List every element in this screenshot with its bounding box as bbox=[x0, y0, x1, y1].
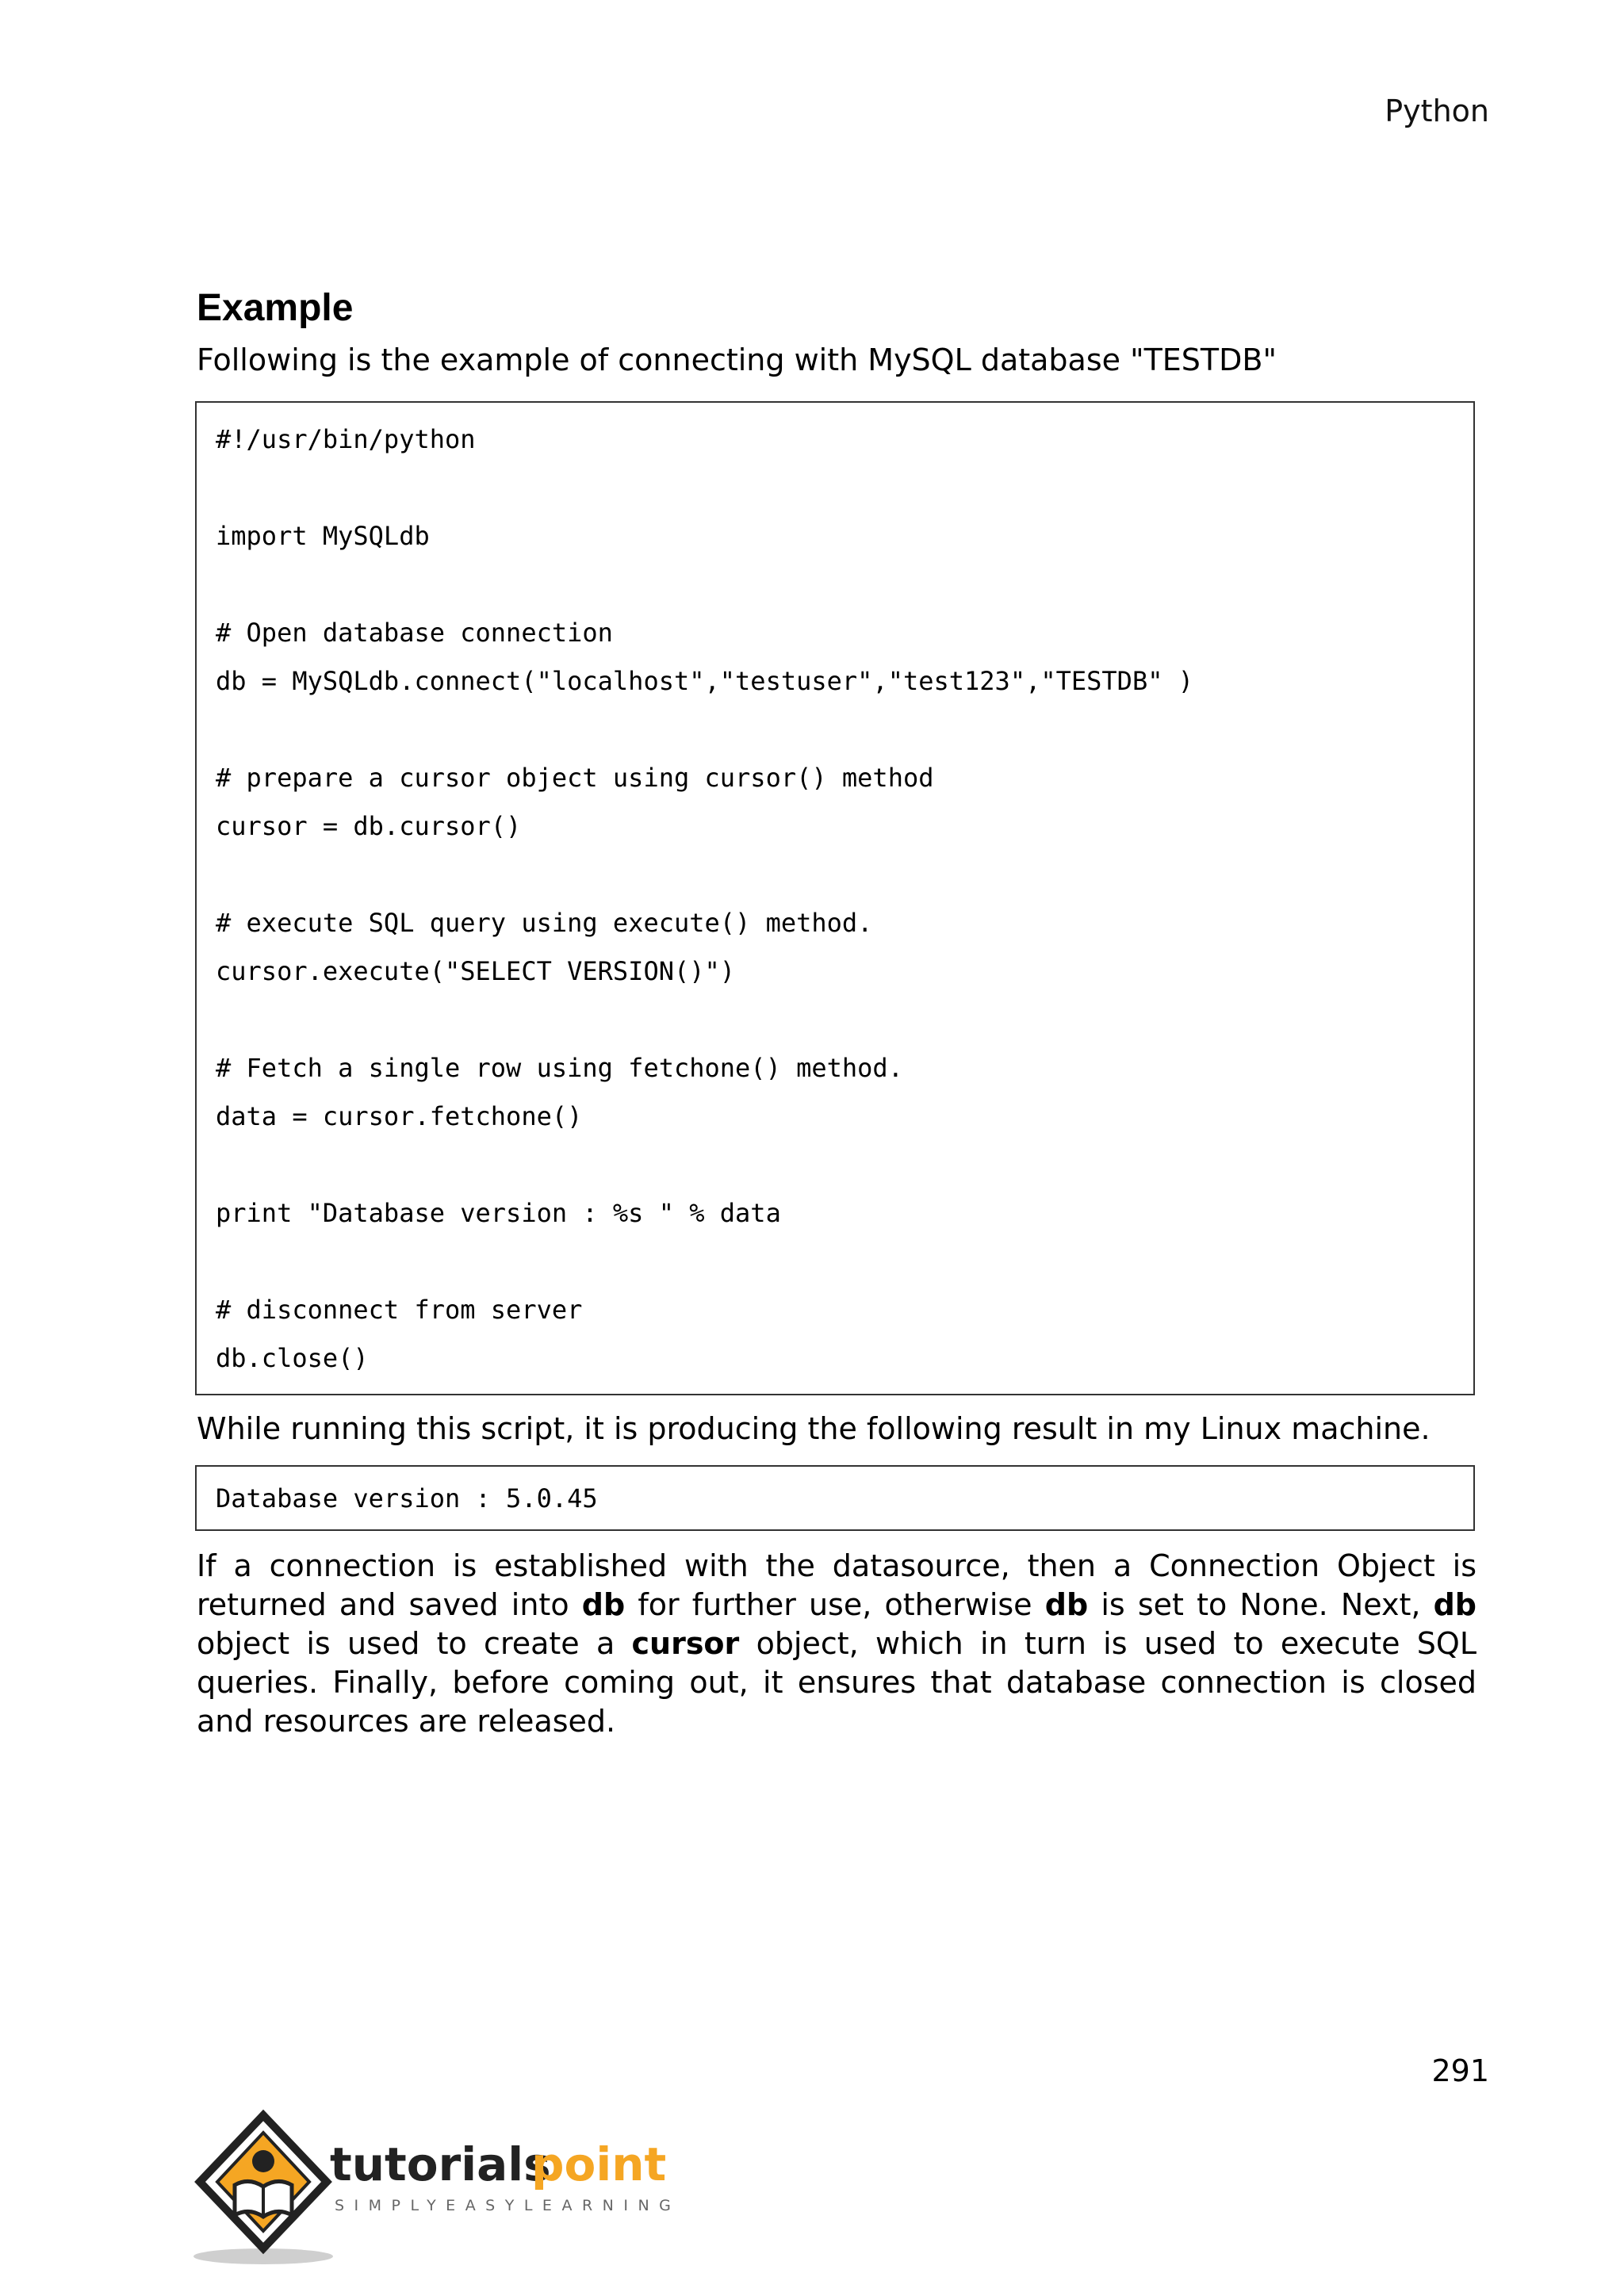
code-line bbox=[216, 996, 1454, 1044]
running-header: Python bbox=[1385, 94, 1489, 128]
logo-wordmark-accent: point bbox=[531, 2137, 667, 2191]
code-line: cursor = db.cursor() bbox=[216, 810, 522, 841]
output-line: Database version : 5.0.45 bbox=[216, 1483, 598, 1513]
explanation-paragraph bbox=[197, 1547, 1477, 1741]
code-line: # execute SQL query using execute() method. bbox=[216, 907, 873, 938]
explanation-text: is set to None. Next, bbox=[1088, 1586, 1434, 1622]
code-line: # Open database connection bbox=[216, 617, 613, 648]
logo-person-head bbox=[252, 2150, 274, 2172]
code-line bbox=[216, 1141, 1454, 1189]
code-line bbox=[216, 464, 1454, 512]
code-line bbox=[216, 851, 1454, 899]
page-content bbox=[197, 285, 1477, 1741]
code-line bbox=[216, 706, 1454, 754]
keyword-db: db bbox=[581, 1586, 626, 1622]
code-line: #!/usr/bin/python bbox=[216, 423, 476, 454]
explanation-text: object is used to create a bbox=[197, 1625, 632, 1661]
explanation-text: object, which in turn is used to execute SQL queries. Finally, before coming out, it ensures that database connection is closed and resources are released. bbox=[197, 1625, 1477, 1739]
code-line bbox=[216, 1238, 1454, 1286]
code-line: print "Database version : %s " % data bbox=[216, 1197, 781, 1228]
code-line: data = cursor.fetchone() bbox=[216, 1100, 583, 1131]
tutorialspoint-logo bbox=[193, 2109, 685, 2267]
code-line: db.close() bbox=[216, 1342, 369, 1373]
code-line: cursor.execute("SELECT VERSION()") bbox=[216, 955, 736, 986]
keyword-db: db bbox=[1044, 1586, 1089, 1622]
logo-tagline: SIMPLYEASYLEARNING bbox=[335, 2197, 681, 2214]
result-intro: While running this script, it is producing the following result in my Linux machine. bbox=[197, 1410, 1431, 1446]
keyword-cursor: cursor bbox=[631, 1625, 740, 1661]
explanation-text: for further use, otherwise bbox=[625, 1586, 1045, 1622]
code-line bbox=[216, 561, 1454, 609]
section-heading: Example bbox=[197, 287, 354, 329]
section-intro: Following is the example of connecting with MySQL database "TESTDB" bbox=[197, 342, 1277, 377]
code-line: # prepare a cursor object using cursor() method bbox=[216, 762, 934, 793]
explanation-text: If a connection is established with the datasource, then a Connection Object is returned and saved into bbox=[197, 1548, 1477, 1622]
code-block bbox=[195, 401, 1475, 1395]
keyword-db: db bbox=[1433, 1586, 1477, 1622]
code-line: import MySQLdb bbox=[216, 520, 430, 551]
logo-wordmark-dark: tutorials bbox=[330, 2137, 551, 2191]
page-number: 291 bbox=[1431, 2053, 1489, 2088]
code-line: # disconnect from server bbox=[216, 1294, 583, 1325]
code-line: # Fetch a single row using fetchone() method. bbox=[216, 1052, 903, 1083]
output-block bbox=[195, 1465, 1475, 1531]
code-line: db = MySQLdb.connect("localhost","testuser","test123","TESTDB" ) bbox=[216, 665, 1193, 696]
